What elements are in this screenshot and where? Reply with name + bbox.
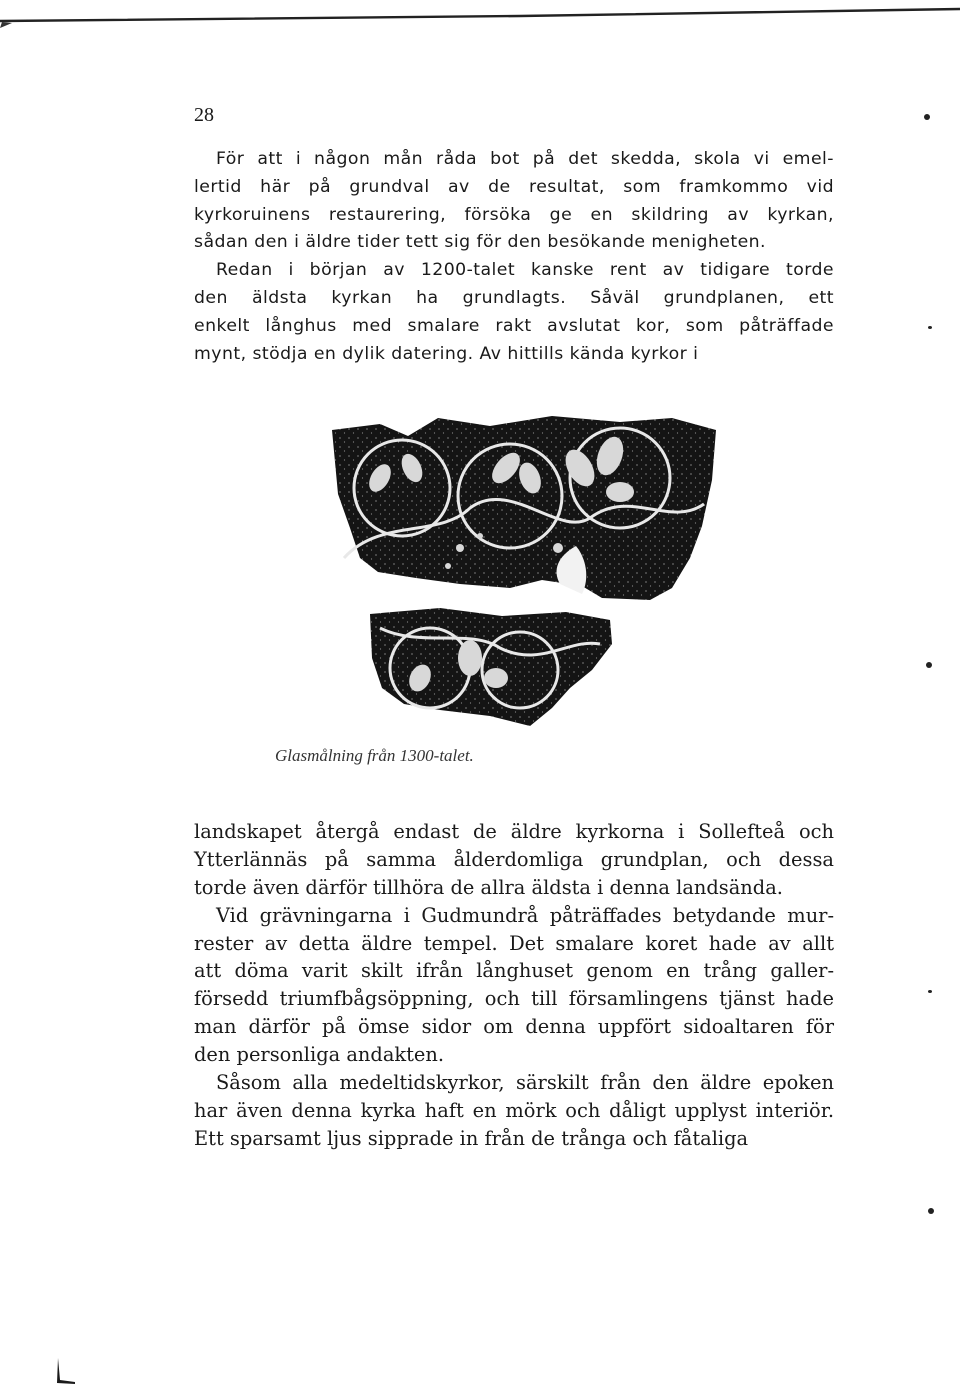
text-line: försedd triumfbågsöppning, och till församlingens tjänst hade <box>194 987 834 1011</box>
margin-mark <box>928 990 932 993</box>
paragraph-2 <box>194 818 834 1153</box>
paragraph-1 <box>194 146 834 368</box>
text-line: mynt, stödja en dylik datering. Av hittills kända kyrkor i <box>194 343 699 364</box>
text-line: Redan i början av 1200-talet kanske rent av tidigare torde <box>216 260 834 281</box>
text-line: den personliga andakten. <box>194 1043 445 1067</box>
margin-mark <box>928 326 932 329</box>
text-line: Såsom alla medeltidskyrkor, särskilt från den äldre epoken <box>216 1071 834 1095</box>
text-line: man därför på ömse sidor om denna uppfört sidoaltaren för <box>194 1015 834 1039</box>
text-line: enkelt långhus med smalare rakt avslutat kor, som påträffade <box>194 315 834 336</box>
text-line: sådan den i äldre tider tett sig för den besökande menigheten. <box>194 232 766 253</box>
text-line: lertid här på grundval av de resultat, som framkommo vid <box>194 176 834 197</box>
text-line: har även denna kyrka haft en mörk och dåligt upplyst interiör. <box>194 1098 834 1122</box>
scan-edge-shadow <box>0 0 960 28</box>
text-line: rester av detta äldre tempel. Det smalare koret hade av allt <box>194 931 834 955</box>
text-line: att döma varit skilt ifrån långhuset genom en trång galler- <box>194 959 834 983</box>
text-line: den äldsta kyrkan ha grundlagts. Såväl grundplanen, ett <box>194 287 834 308</box>
page-number: 28 <box>194 104 214 126</box>
stained-glass-image <box>320 408 726 740</box>
text-line: Ytterlännäs på samma ålderdomliga grundplan, och dessa <box>194 847 834 871</box>
margin-mark <box>924 114 930 120</box>
text-line: För att i någon mån råda bot på det skedda, skola vi emel- <box>216 149 834 169</box>
text-line: torde även därför tillhöra de allra äldsta i denna landsända. <box>194 875 783 899</box>
text-line: Vid grävningarna i Gudmundrå påträffades betydande mur- <box>216 903 834 927</box>
margin-mark <box>928 1208 934 1214</box>
scan-corner-mark <box>55 1356 77 1384</box>
figure-caption: Glasmålning från 1300-talet. <box>275 746 474 765</box>
text-line: Ett sparsamt ljus sipprade in från de trånga och fåtaliga <box>194 1126 749 1150</box>
text-line: landskapet återgå endast de äldre kyrkorna i Sollefteå och <box>194 820 834 843</box>
margin-mark <box>926 662 932 668</box>
text-line: kyrkoruinens restaurering, försöka ge en skildring av kyrkan, <box>194 204 834 225</box>
